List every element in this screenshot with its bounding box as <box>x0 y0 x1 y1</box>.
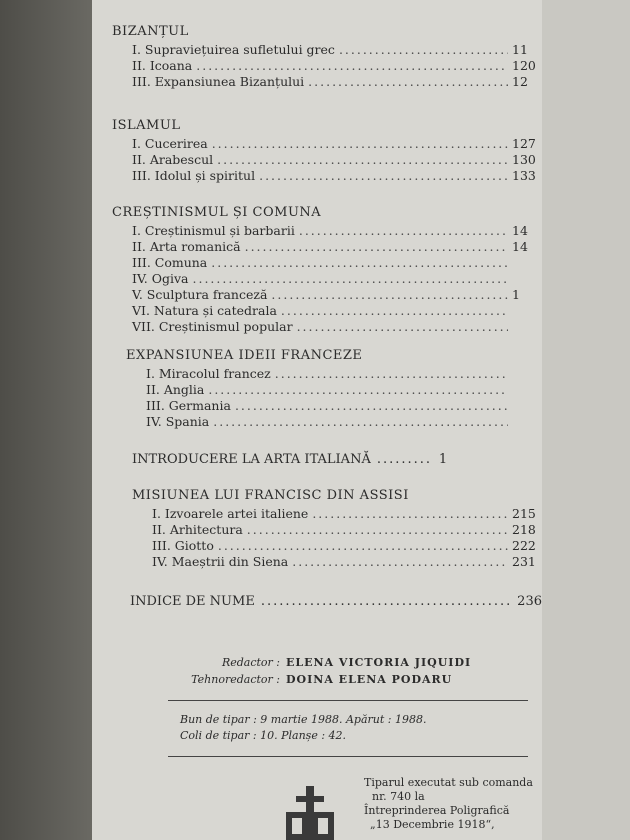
toc-entry: II. Arhitectura ..... 218 <box>152 522 542 538</box>
section-title: BIZANȚUL <box>112 24 189 39</box>
toc-entry: V. Sculptura franceză ..... 1 <box>132 287 542 303</box>
intro-page: 1 <box>438 452 448 467</box>
toc-entry: IV. Spania ..... <box>146 414 542 430</box>
toc-section-crestinismul <box>112 205 542 335</box>
imprint-line-1: Tiparul executat sub comanda <box>364 776 533 789</box>
section-title: EXPANSIUNEA IDEII FRANCEZE <box>126 348 363 363</box>
book-spine-shadow <box>0 0 92 840</box>
toc-entry: I. Miracolul francez ..... <box>146 366 542 382</box>
toc-entry: II. Arta romanică ..... 14 <box>132 239 542 255</box>
imprint-block <box>364 776 533 832</box>
toc-entry: IV. Maeștrii din Siena ..... 231 <box>152 554 542 570</box>
toc-section-expansiunea <box>126 348 542 430</box>
toc-entry: III. Giotto ..... 222 <box>152 538 542 554</box>
section-title: MISIUNEA LUI FRANCISC DIN ASSISI <box>132 488 409 503</box>
toc-entry: II. Anglia ..... <box>146 382 542 398</box>
toc-intro-italiana <box>132 452 532 467</box>
credits-block <box>172 654 471 688</box>
printer-logo-icon <box>282 782 338 840</box>
imprint-line-4: „13 Decembrie 1918“, <box>370 818 495 831</box>
toc-entry: III. Germania ..... <box>146 398 542 414</box>
imprint-line-2: nr. 740 la <box>372 790 425 803</box>
toc-entry: II. Arabescul ..... 130 <box>132 152 542 168</box>
toc-index <box>130 594 542 609</box>
print-line-1: Bun de tipar : 9 martie 1988. Apărut : 1988. <box>180 713 427 726</box>
toc-entry: I. Izvoarele artei italiene ..... 215 <box>152 506 542 522</box>
divider <box>168 700 528 701</box>
imprint-line-3: Întreprinderea Poligrafică <box>364 804 510 817</box>
index-page: 236 <box>517 594 542 609</box>
book-page <box>92 0 542 840</box>
print-info <box>180 712 426 744</box>
toc-section-islamul <box>112 118 542 184</box>
toc-entry: III. Idolul și spiritul ..... 133 <box>132 168 542 184</box>
toc-section-bizantul <box>112 24 542 90</box>
tehnoredactor-name: DOINA ELENA PODARU <box>286 673 453 686</box>
toc-entry: II. Icoana ..... 120 <box>132 58 542 74</box>
redactor-name: ELENA VICTORIA JIQUIDI <box>286 656 472 669</box>
intro-label: INTRODUCERE LA ARTA ITALIANĂ <box>132 452 371 467</box>
redactor-label: Redactor : <box>221 656 280 669</box>
toc-entry: III. Comuna ..... <box>132 255 542 271</box>
toc-entry: III. Expansiunea Bizanțului ..... 12 <box>132 74 542 90</box>
toc-entry: IV. Ogiva ..... <box>132 271 542 287</box>
next-page-edge <box>542 0 630 840</box>
index-label: INDICE DE NUME <box>130 594 255 609</box>
section-title: ISLAMUL <box>112 118 181 133</box>
print-line-2: Coli de tipar : 10. Planșe : 42. <box>180 729 347 742</box>
toc-entry: I. Cucerirea ..... 127 <box>132 136 542 152</box>
toc-entry: VI. Natura și catedrala ..... <box>132 303 542 319</box>
toc-entry: I. Creștinismul și barbarii ..... 14 <box>132 223 542 239</box>
divider <box>168 756 528 757</box>
toc-section-misiunea <box>132 488 542 570</box>
toc-entry: VII. Creștinismul popular ..... <box>132 319 542 335</box>
section-title: CREȘTINISMUL ȘI COMUNA <box>112 205 322 220</box>
toc-entry: I. Supraviețuirea sufletului grec ..... 11 <box>132 42 542 58</box>
tehnoredactor-label: Tehnoredactor : <box>191 673 280 686</box>
